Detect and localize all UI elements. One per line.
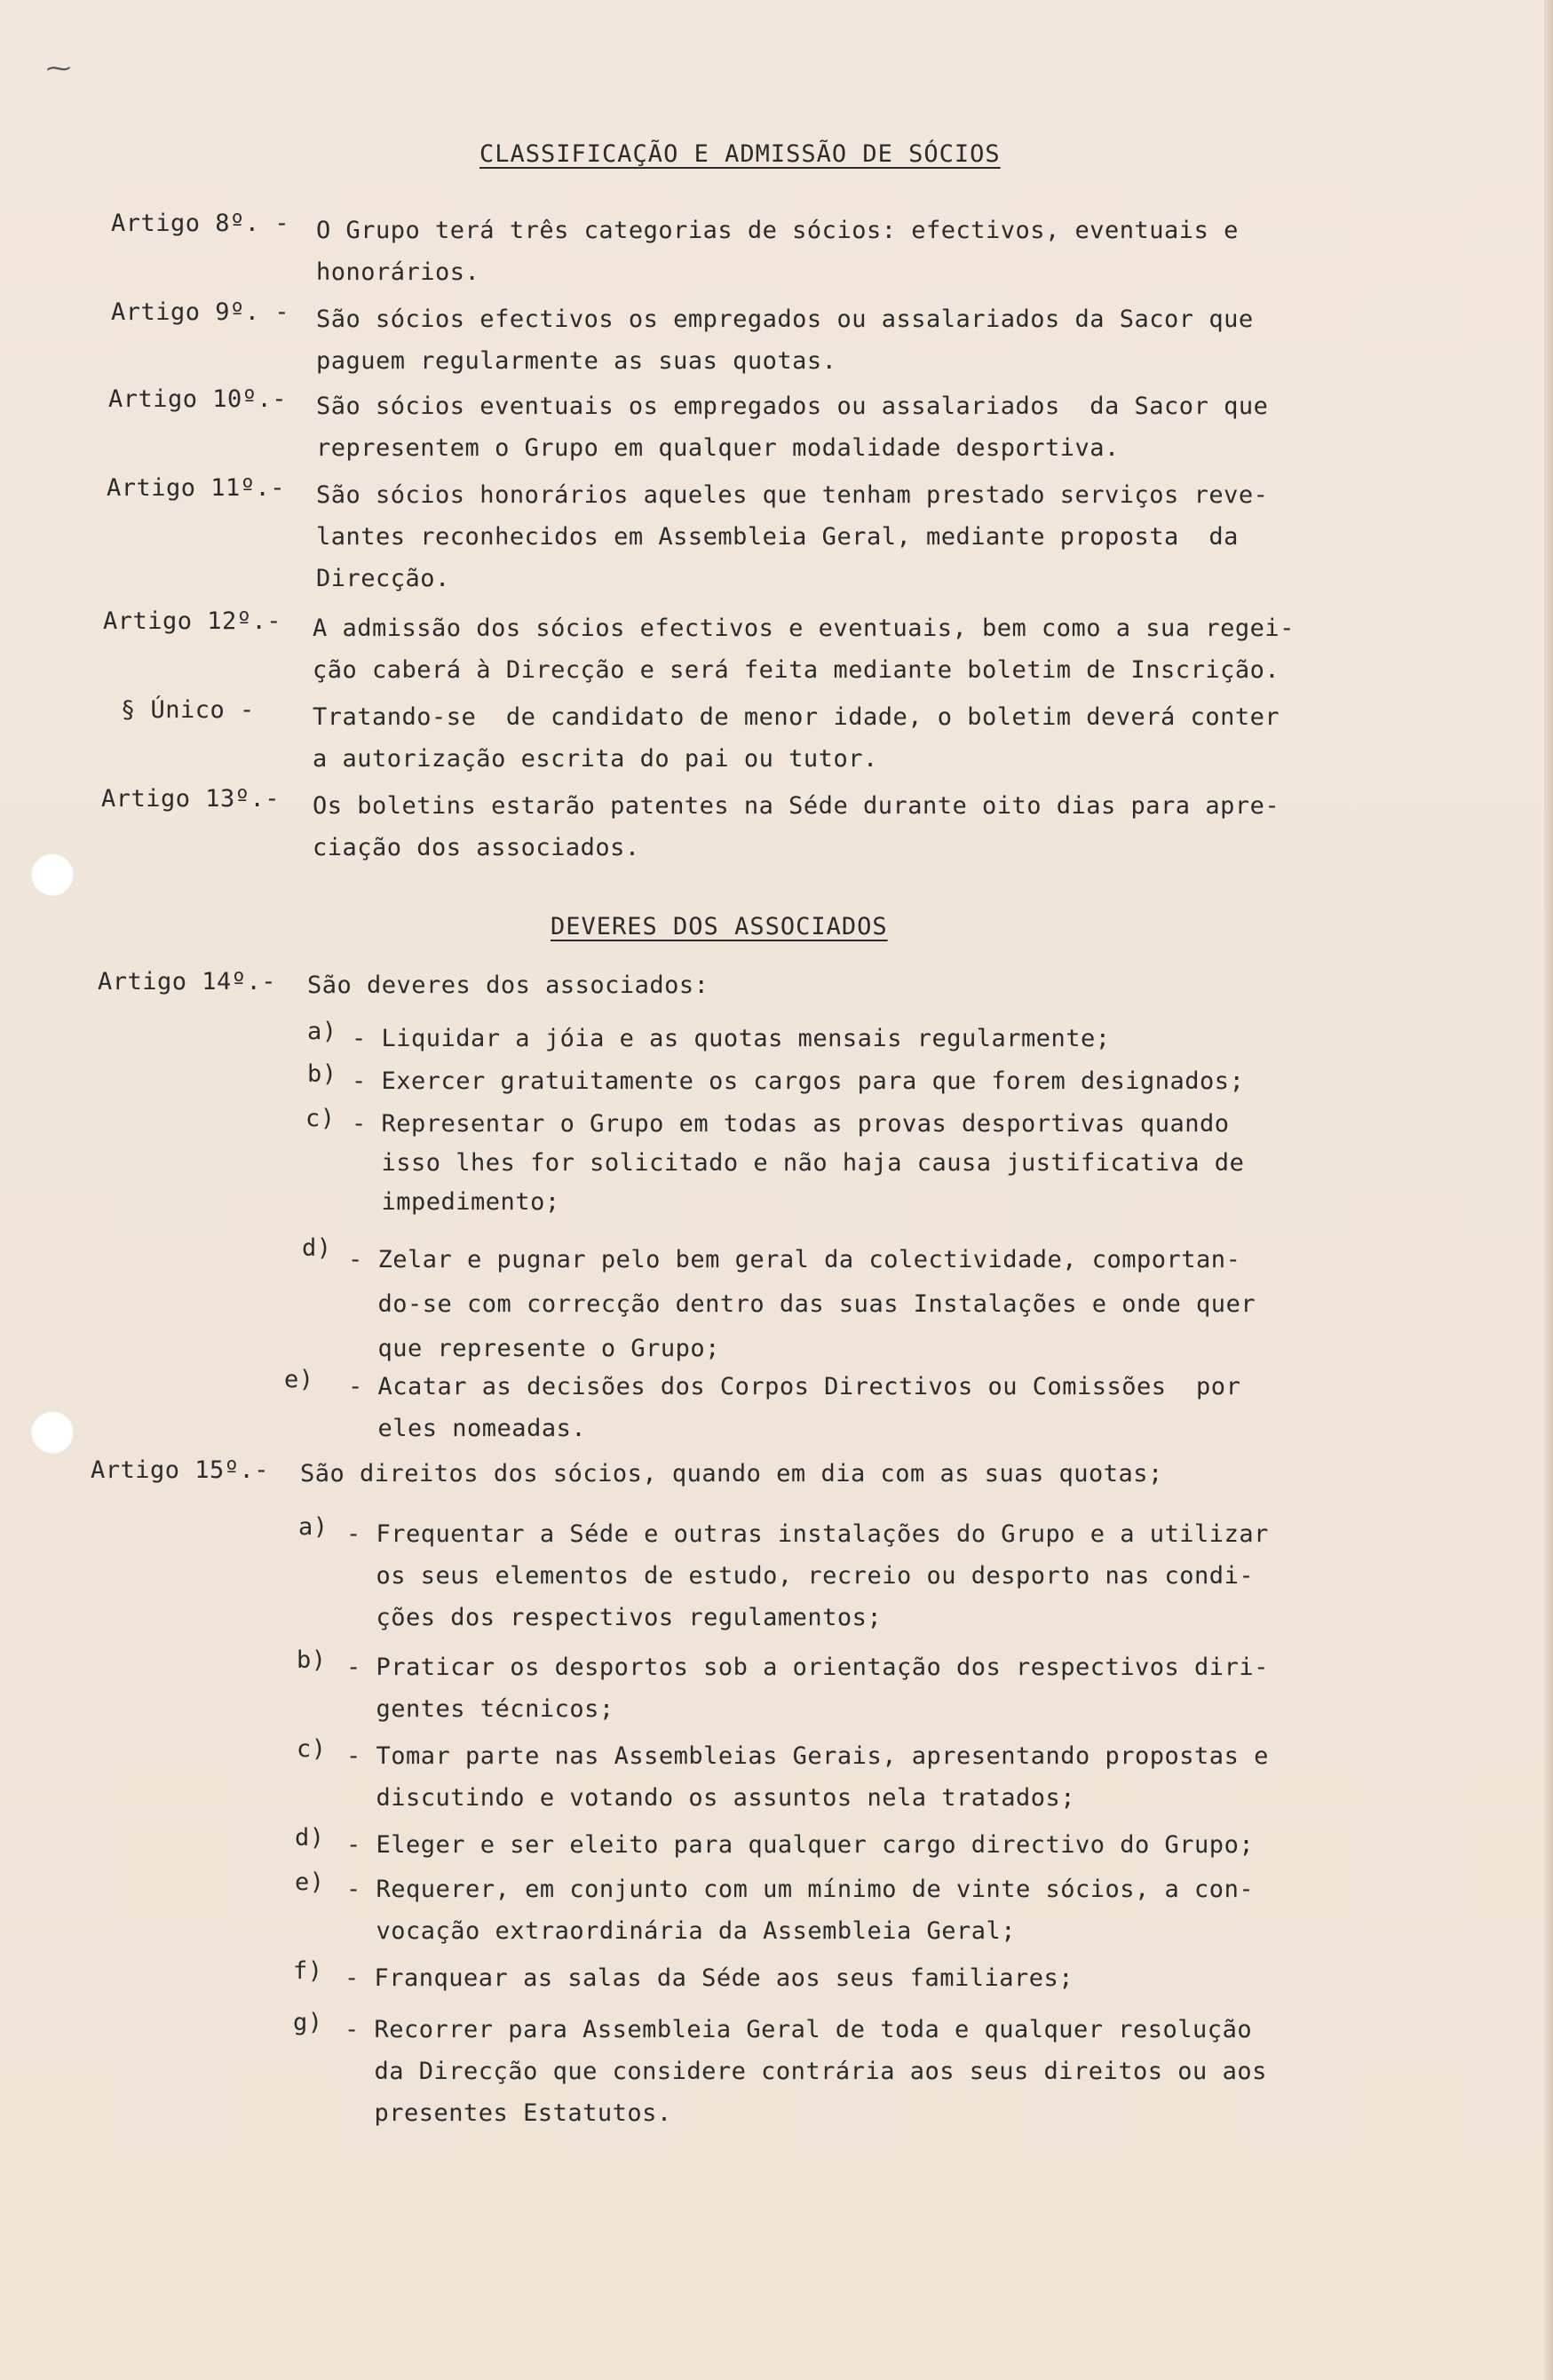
text-line: lantes reconhecidos em Assembleia Geral, mediante proposta da	[316, 523, 1239, 551]
item-letter: b)	[307, 1060, 337, 1088]
text-line: - Zelar e pugnar pelo bem geral da colectividade, comportan-	[348, 1246, 1241, 1273]
item-text	[346, 1513, 1269, 1638]
text-line: - Franquear as salas da Séde aos seus familiares;	[345, 1964, 1074, 1992]
text-line: honorários.	[316, 258, 480, 286]
item-text	[346, 1646, 1269, 1730]
text-line: - Tomar parte nas Assembleias Gerais, apresentando propostas e	[346, 1742, 1269, 1770]
text-line: eles nomeadas.	[348, 1415, 587, 1442]
item-letter: f)	[293, 1957, 323, 1985]
article-intro: São direitos dos sócios, quando em dia com as suas quotas;	[300, 1460, 1163, 1488]
item-letter: g)	[293, 2009, 323, 2036]
text-line: - Exercer gratuitamente os cargos para que forem designados;	[352, 1067, 1245, 1095]
article-text	[316, 474, 1268, 599]
page-edge	[1544, 0, 1553, 2380]
text-line: ções dos respectivos regulamentos;	[346, 1604, 883, 1631]
section-heading-deveres: DEVERES DOS ASSOCIADOS	[551, 913, 888, 940]
item-letter: d)	[295, 1824, 325, 1852]
item-letter: c)	[305, 1105, 336, 1132]
item-text	[352, 1105, 1244, 1222]
article-label: Artigo 14º.-	[98, 968, 277, 996]
text-line: - Recorrer para Assembleia Geral de toda e qualquer resolução	[345, 2016, 1253, 2043]
item-letter: a)	[307, 1018, 337, 1045]
corner-mark: ⁓	[46, 53, 71, 83]
item-letter: c)	[297, 1735, 327, 1763]
text-line: isso lhes for solicitado e não haja causa justificativa de	[352, 1149, 1245, 1177]
paragraph-label: § Único -	[121, 696, 255, 724]
text-line: São sócios honorários aqueles que tenham prestado serviços reve-	[316, 481, 1269, 509]
article-text	[316, 210, 1239, 293]
text-line: paguem regularmente as suas quotas.	[316, 347, 837, 375]
punch-hole-bottom	[30, 1410, 75, 1455]
text-line: Direcção.	[316, 565, 450, 592]
article-label: Artigo 12º.-	[103, 607, 282, 635]
text-line: O Grupo terá três categorias de sócios: efectivos, eventuais e	[316, 217, 1239, 244]
text-line: Tratando-se de candidato de menor idade, o boletim deverá conter	[313, 703, 1280, 731]
item-text	[348, 1366, 1240, 1449]
article-label: Artigo 10º.-	[108, 385, 288, 413]
text-line: os seus elementos de estudo, recreio ou desporto nas condi-	[346, 1562, 1255, 1590]
article-label: Artigo 15º.-	[91, 1456, 270, 1484]
item-text	[346, 1735, 1269, 1819]
item-text	[348, 1238, 1256, 1371]
text-line: vocação extraordinária da Assembleia Geral;	[346, 1917, 1016, 1945]
text-line: presentes Estatutos.	[345, 2099, 672, 2127]
text-line: - Praticar os desportos sob a orientação dos respectivos diri-	[346, 1654, 1269, 1681]
punch-hole-top	[30, 853, 75, 897]
text-line: Os boletins estarão patentes na Séde durante oito dias para apre-	[313, 792, 1280, 820]
text-line: A admissão dos sócios efectivos e eventuais, bem como a sua regei-	[313, 615, 1295, 642]
article-text	[316, 298, 1254, 382]
text-line: - Liquidar a jóia e as quotas mensais regularmente;	[352, 1025, 1111, 1052]
article-label: Artigo 8º. -	[111, 210, 290, 237]
text-line: representem o Grupo em qualquer modalidade desportiva.	[316, 434, 1120, 462]
item-text	[346, 1824, 1254, 1866]
text-line: do-se com correcção dentro das suas Instalações e onde quer	[348, 1290, 1256, 1318]
text-line: ciação dos associados.	[313, 834, 640, 861]
article-text	[316, 385, 1268, 469]
item-letter: d)	[302, 1234, 332, 1262]
item-letter: e)	[295, 1868, 325, 1896]
text-line: - Acatar as decisões dos Corpos Directivos ou Comissões por	[348, 1373, 1241, 1400]
text-line: São sócios efectivos os empregados ou assalariados da Sacor que	[316, 305, 1254, 333]
text-line: discutindo e votando os assuntos nela tratados;	[346, 1784, 1076, 1812]
article-label: Artigo 13º.-	[101, 785, 281, 813]
item-letter: b)	[297, 1646, 327, 1674]
section-heading-classificacao: CLASSIFICAÇÃO E ADMISSÃO DE SÓCIOS	[479, 140, 1001, 168]
text-line: que represente o Grupo;	[348, 1335, 720, 1362]
text-line: - Requerer, em conjunto com um mínimo de vinte sócios, a con-	[346, 1876, 1255, 1903]
item-letter: a)	[298, 1513, 329, 1541]
text-line: - Representar o Grupo em todas as provas desportivas quando	[352, 1110, 1230, 1138]
article-label: Artigo 11º.-	[107, 474, 286, 502]
article-intro: São deveres dos associados:	[307, 972, 709, 999]
item-text	[352, 1060, 1244, 1102]
item-text	[346, 1868, 1254, 1952]
article-text	[313, 785, 1280, 869]
text-line: - Frequentar a Séde e outras instalações do Grupo e a utilizar	[346, 1520, 1269, 1548]
text-line: ção caberá à Direcção e será feita mediante boletim de Inscrição.	[313, 656, 1280, 684]
text-line: a autorização escrita do pai ou tutor.	[313, 745, 878, 773]
item-text	[345, 2009, 1267, 2134]
text-line: São sócios eventuais os empregados ou assalariados da Sacor que	[316, 393, 1269, 420]
text-line: - Eleger e ser eleito para qualquer cargo directivo do Grupo;	[346, 1831, 1255, 1859]
item-text	[352, 1018, 1111, 1059]
article-text	[313, 607, 1295, 691]
text-line: gentes técnicos;	[346, 1695, 614, 1723]
item-letter: e)	[284, 1366, 314, 1393]
item-text	[345, 1957, 1074, 1999]
article-text	[313, 696, 1280, 780]
text-line: impedimento;	[352, 1188, 560, 1216]
text-line: da Direcção que considere contrária aos seus direitos ou aos	[345, 2058, 1267, 2085]
article-label: Artigo 9º. -	[111, 298, 290, 326]
